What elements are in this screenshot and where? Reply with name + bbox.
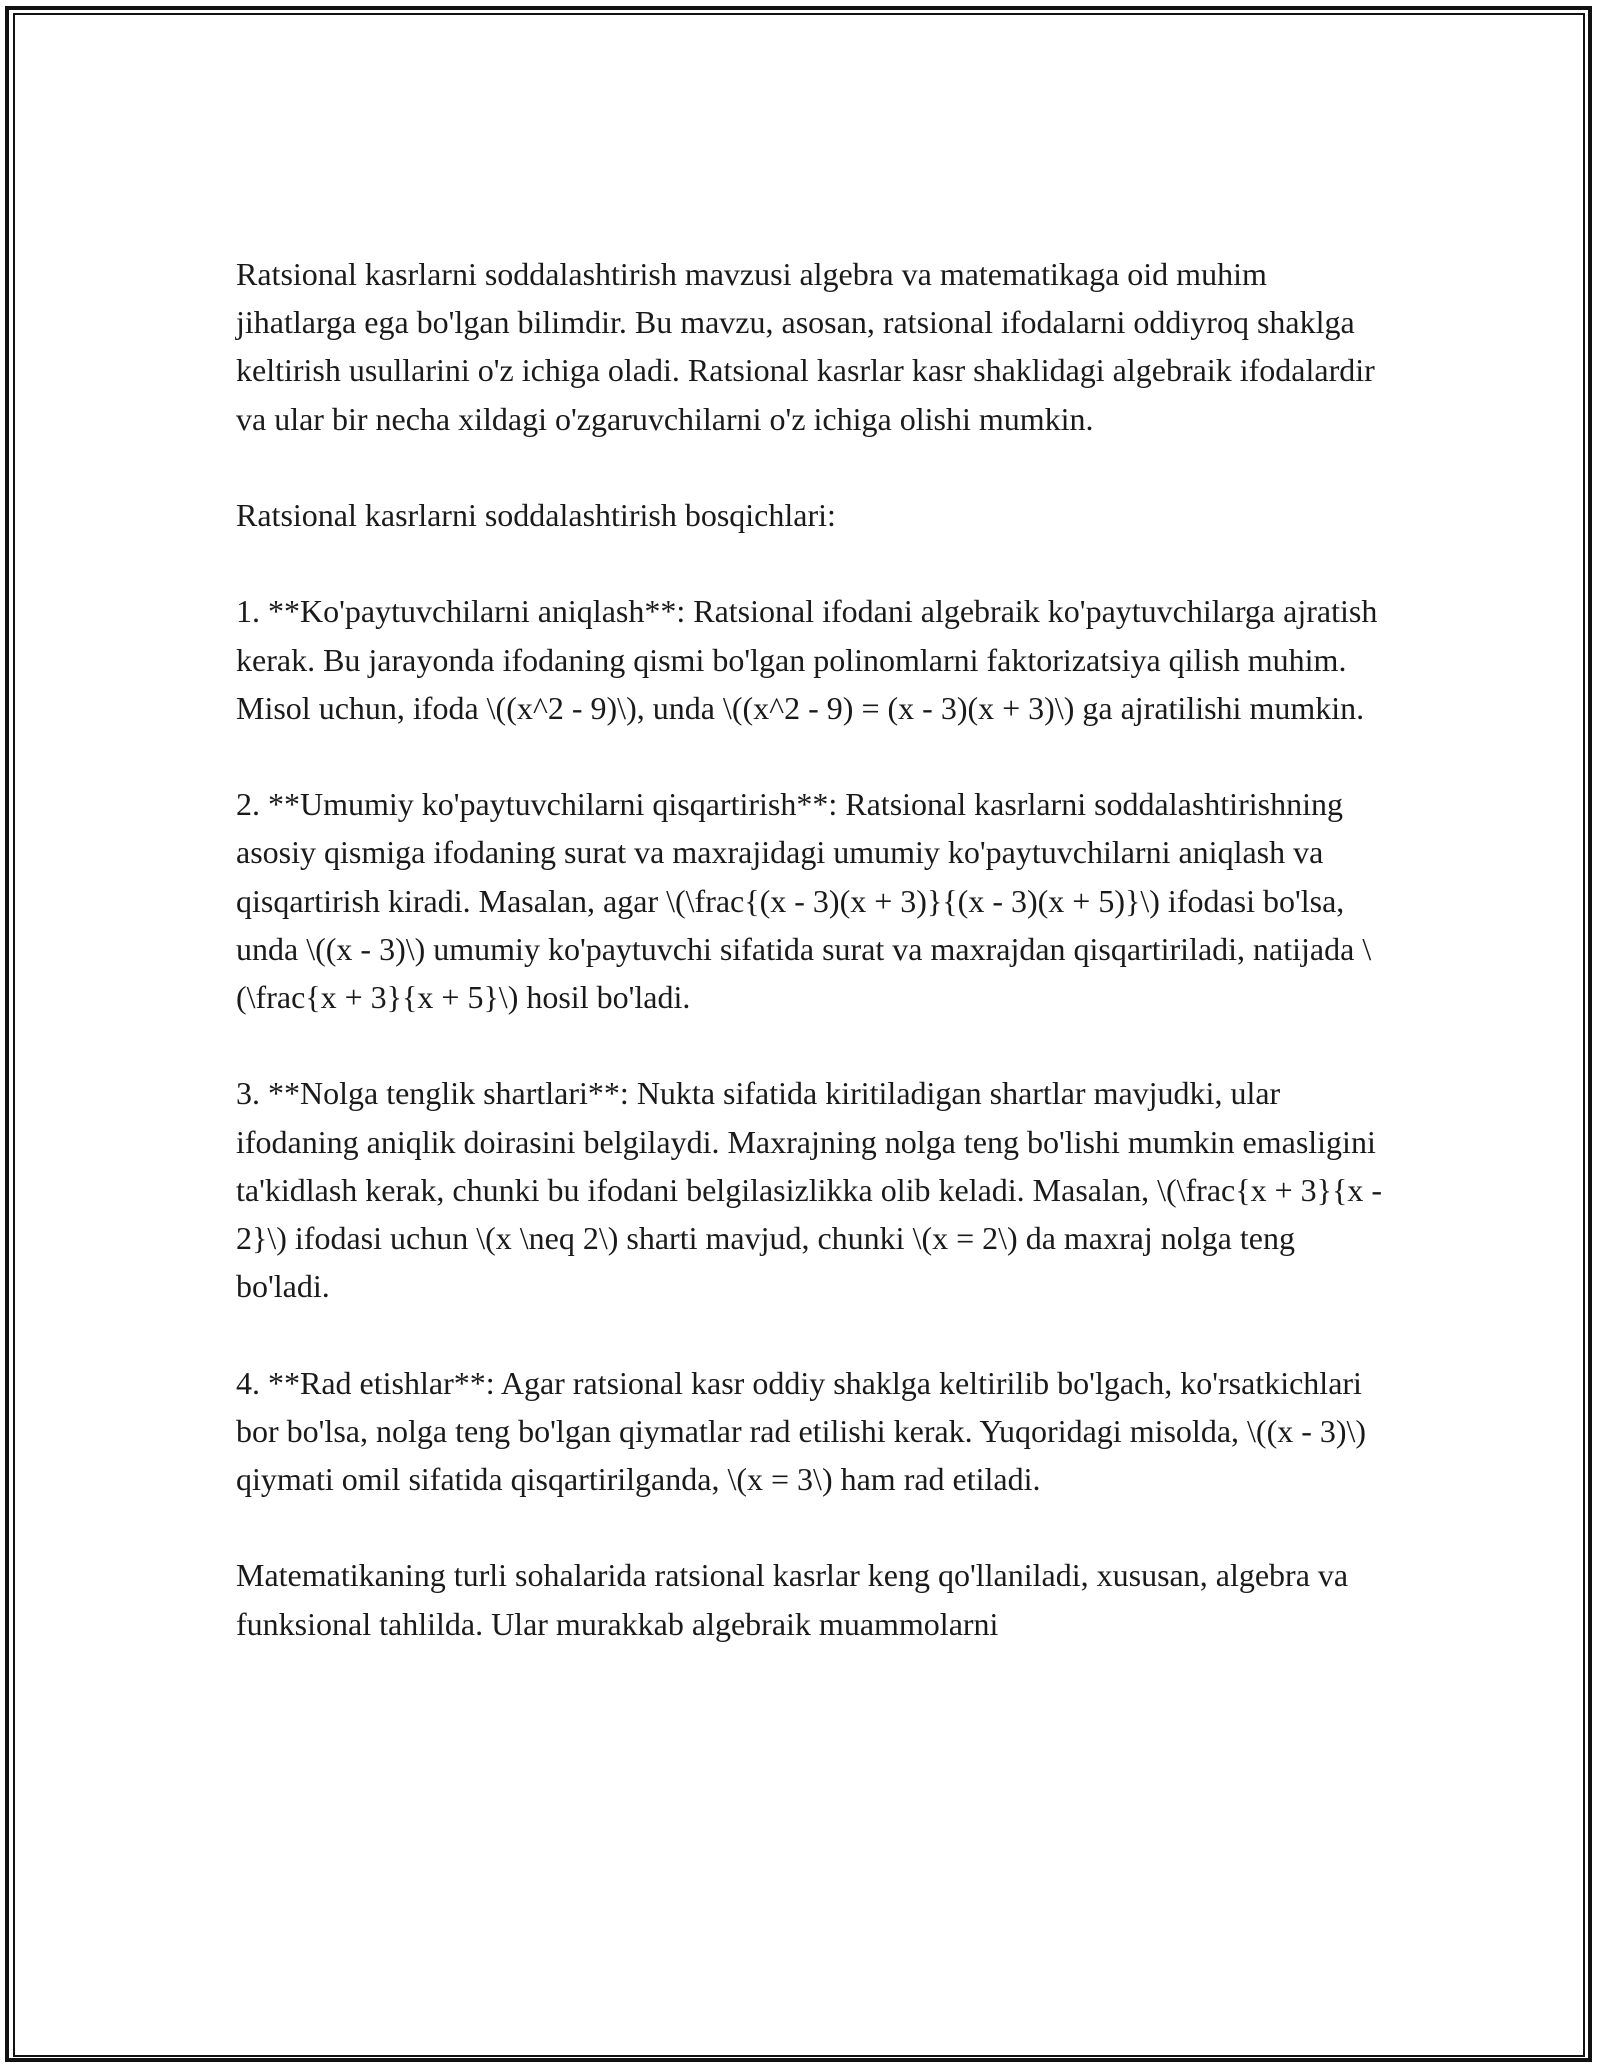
paragraph-step-1: 1. **Ko'paytuvchilarni aniqlash**: Ratsional ifodani algebraik ko'paytuvchilarga ajratish kerak. Bu jarayonda ifodaning qismi bo'lgan polinomlarni faktorizatsiya qilish muhim. Misol uchun, ifoda \((x^2 - 9)\), unda \((x^2 - 9) = (x - 3)(x + 3)\) ga ajratilishi mumkin. xyxy=(236,593,1378,726)
paragraph-step-3: 3. **Nolga tenglik shartlari**: Nukta sifatida kiritiladigan shartlar mavjudki, ular ifodaning aniqlik doirasini belgilaydi. Maxrajning nolga teng bo'lishi mumkin emasligini ta'kidlash kerak, chunki bu ifodani belgilasizlikka olib keladi. Masalan, \(\frac{x + 3}{x - 2}\) ifodasi uchun \(x \neq 2\) sharti mavjud, chunki \(x = 2\) da maxraj nolga teng bo'ladi. xyxy=(236,1075,1383,1305)
paragraph-step-2: 2. **Umumiy ko'paytuvchilarni qisqartirish**: Ratsional kasrlarni soddalashtirishning asosiy qismiga ifodaning surat va maxrajidagi umumiy ko'paytuvchilarni aniqlash va qisqartirish kiradi. Masalan, agar \(\frac{(x - 3)(x + 3)}{(x - 3)(x + 5)}\) ifodasi bo'lsa, unda \((x - 3)\) umumiy ko'paytuvchi sifatida surat va maxrajdan qisqartiriladi, natijada \(\frac{x + 3}{x + 5}\) hosil bo'ladi. xyxy=(236,786,1372,1015)
paragraph-intro: Ratsional kasrlarni soddalashtirish mavzusi algebra va matematikaga oid muhim jihatlarga ega bo'lgan bilimdir. Bu mavzu, asosan, ratsional ifodalarni oddiyroq shaklga keltirish usullarini o'z ichiga oladi. Ratsional kasrlar kasr shaklidagi algebraik ifodalardir va ular bir necha xildagi o'zgaruvchilarni o'z ichiga olishi mumkin. xyxy=(236,256,1375,437)
document-body xyxy=(236,250,1386,1648)
paragraph-step-4: 4. **Rad etishlar**: Agar ratsional kasr oddiy shaklga keltirilib bo'lgach, ko'rsatkichlari bor bo'lsa, nolga teng bo'lgan qiymatlar rad etilishi kerak. Yuqoridagi misolda, \((x - 3)\) qiymati omil sifatida qisqartirilganda, \(x = 3\) ham rad etiladi. xyxy=(236,1364,1367,1497)
paragraph-steps-heading: Ratsional kasrlarni soddalashtirish bosqichlari: xyxy=(236,497,836,533)
paragraph-conclusion: Matematikaning turli sohalarida ratsional kasrlar keng qo'llaniladi, xususan, algebra va funksional tahlilda. Ular murakkab algebraik muammolarni xyxy=(236,1557,1349,1642)
